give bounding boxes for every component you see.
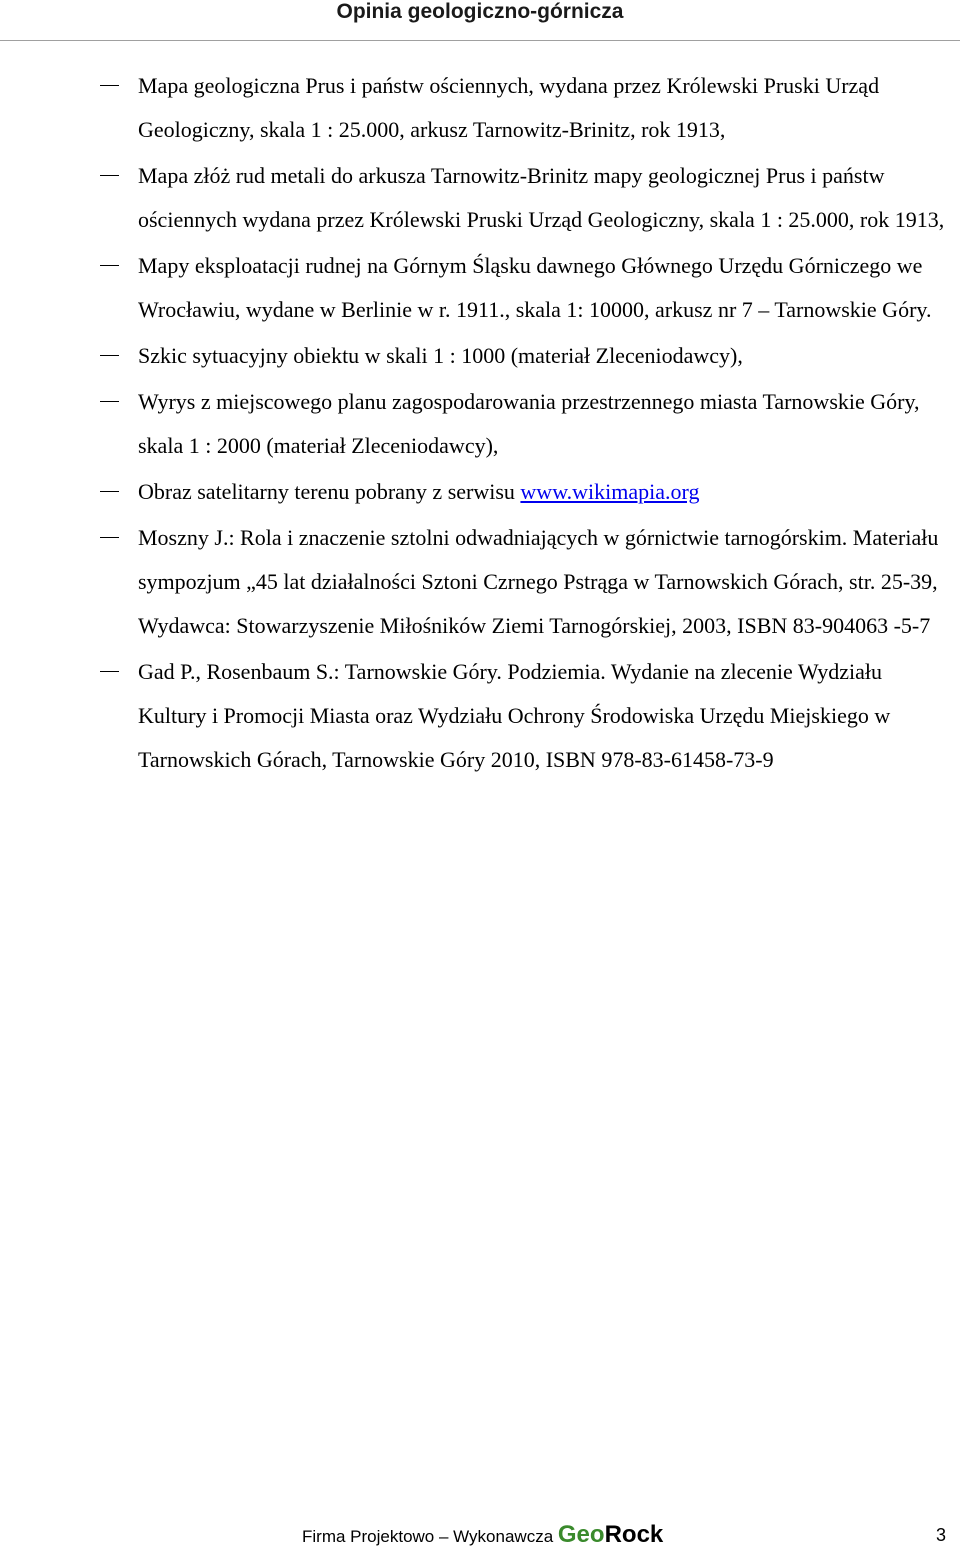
reference-item: [0, 64, 960, 152]
reference-text: Mapa geologiczna Prus i państw ościennych, wydana przez Królewski Pruski Urząd Geologiczny, skala 1 : 25.000, arkusz Tarnowitz-Brinitz, rok 1913,: [138, 73, 880, 142]
brand-logo-geo: Geo: [557, 1521, 605, 1548]
reference-text: Moszny J.: Rola i znaczenie sztolni odwadniających w górnictwie tarnogórskim. Materiału sympozjum „45 lat działalności Sztoni Czrnego Pstrąga w Tarnowskich Górach, str. 25-39, Wydawca: Stowarzyszenie Miłośników Ziemi Tarnogórskiej, 2003, ISBN 83-904063 -5-7: [138, 525, 939, 638]
dash-bullet-icon: [100, 175, 119, 176]
reference-item: [0, 470, 960, 514]
page-header-title: Opinia geologiczno-górnicza: [336, 0, 624, 23]
reference-item: [0, 380, 960, 468]
brand-logo-rock: Rock: [604, 1521, 664, 1548]
dash-bullet-icon: [100, 537, 119, 538]
dash-bullet-icon: [100, 265, 119, 266]
footer-company-label: [302, 1520, 663, 1552]
reference-text: Mapy eksploatacji rudnej na Górnym Śląsku dawnego Głównego Urzędu Górniczego we Wrocławiu, wydane w Berlinie w r. 1911., skala 1: 10000, arkusz nr 7 – Tarnowskie Góry.: [138, 253, 932, 322]
header-divider: [0, 40, 960, 41]
dash-bullet-icon: [100, 671, 119, 672]
reference-item: [0, 154, 960, 242]
reference-item: [0, 516, 960, 648]
dash-bullet-icon: [100, 85, 119, 86]
reference-text: Mapa złóż rud metali do arkusza Tarnowitz-Brinitz mapy geologicznej Prus i państw ościennych wydana przez Królewski Pruski Urząd Geologiczny, skala 1 : 25.000, rok 1913,: [138, 163, 945, 232]
reference-text: Obraz satelitarny terenu pobrany z serwisu: [138, 479, 521, 504]
page-footer: [0, 1520, 946, 1550]
reference-item: [0, 334, 960, 378]
reference-item: [0, 650, 960, 782]
page-number: 3: [935, 1525, 946, 1545]
reference-text: Szkic sytuacyjny obiektu w skali 1 : 1000 (materiał Zleceniodawcy),: [138, 343, 743, 368]
reference-text: Gad P., Rosenbaum S.: Tarnowskie Góry. Podziemia. Wydanie na zlecenie Wydziału Kultury i Promocji Miasta oraz Wydziału Ochrony Środowiska Urzędu Miejskiego w Tarnowskich Górach, Tarnowskie Góry 2010, ISBN 978-83-61458-73-9: [138, 659, 891, 772]
wikimapia-link[interactable]: www.wikimapia.org: [520, 479, 700, 504]
reference-item: [0, 244, 960, 332]
reference-text: Wyrys z miejscowego planu zagospodarowania przestrzennego miasta Tarnowskie Góry, skala 1 : 2000 (materiał Zleceniodawcy),: [138, 389, 920, 458]
dash-bullet-icon: [100, 401, 119, 402]
company-name: Firma Projektowo – Wykonawcza: [302, 1527, 554, 1546]
dash-bullet-icon: [100, 491, 119, 492]
reference-list: [0, 64, 960, 784]
dash-bullet-icon: [100, 355, 119, 356]
